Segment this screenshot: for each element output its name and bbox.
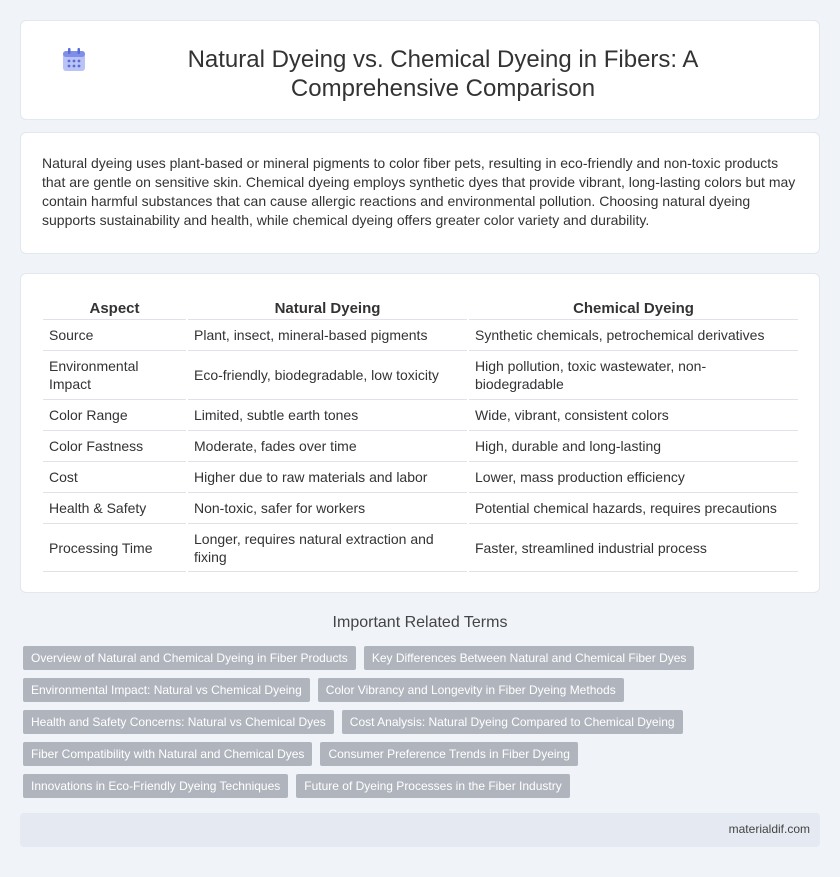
header-chemical-dyeing: Chemical Dyeing: [573, 300, 694, 317]
table-cell: Source: [43, 319, 186, 350]
related-term-link[interactable]: Health and Safety Concerns: Natural vs Chemical Dyes: [23, 710, 334, 734]
tag-row: [23, 678, 813, 702]
table-cell: Processing Time: [43, 523, 186, 572]
table-cell: Wide, vibrant, consistent colors: [469, 399, 798, 430]
tag-row: [23, 710, 813, 734]
related-term-link[interactable]: Key Differences Between Natural and Chemical Fiber Dyes: [364, 646, 695, 670]
table-row: [43, 350, 798, 399]
tag-row: [23, 774, 813, 798]
calendar-icon: [61, 47, 87, 73]
table-row: [43, 319, 798, 350]
table-header-row: [43, 295, 798, 319]
intro-card: [20, 132, 820, 254]
related-term-link[interactable]: Future of Dyeing Processes in the Fiber Industry: [296, 774, 569, 798]
table-row: [43, 430, 798, 461]
table-cell: Health & Safety: [43, 492, 186, 523]
header-natural-dyeing: Natural Dyeing: [274, 300, 381, 317]
table-cell: Synthetic chemicals, petrochemical derivatives: [469, 319, 798, 350]
table-cell: Potential chemical hazards, requires precautions: [469, 492, 798, 523]
footer: [20, 813, 820, 847]
related-term-link[interactable]: Environmental Impact: Natural vs Chemical Dyeing: [23, 678, 310, 702]
header-aspect: Aspect: [89, 300, 140, 317]
table-row: [43, 523, 798, 572]
table-cell: Longer, requires natural extraction and fixing: [188, 523, 467, 572]
footer-site-link[interactable]: materialdif.com: [728, 822, 810, 836]
related-terms-tags: [23, 646, 813, 806]
table-row: [43, 461, 798, 492]
table-cell: Lower, mass production efficiency: [469, 461, 798, 492]
page-title: Natural Dyeing vs. Chemical Dyeing in Fibers: A Comprehensive Comparison: [187, 46, 699, 102]
table-cell: Cost: [43, 461, 186, 492]
table-cell: High pollution, toxic wastewater, non-biodegradable: [469, 350, 798, 399]
table-cell: Eco-friendly, biodegradable, low toxicity: [188, 350, 467, 399]
table-cell: Faster, streamlined industrial process: [469, 523, 798, 572]
table-cell: Limited, subtle earth tones: [188, 399, 467, 430]
table-cell: Plant, insect, mineral-based pigments: [188, 319, 467, 350]
related-term-link[interactable]: Fiber Compatibility with Natural and Chemical Dyes: [23, 742, 312, 766]
table-cell: Environmental Impact: [43, 350, 186, 399]
related-term-link[interactable]: Cost Analysis: Natural Dyeing Compared to Chemical Dyeing: [342, 710, 683, 734]
comparison-table: [41, 295, 800, 572]
header-card: [20, 20, 820, 120]
related-terms-title: Important Related Terms: [332, 614, 508, 631]
related-term-link[interactable]: Consumer Preference Trends in Fiber Dyeing: [320, 742, 577, 766]
related-term-link[interactable]: Color Vibrancy and Longevity in Fiber Dyeing Methods: [318, 678, 624, 702]
table-cell: Color Range: [43, 399, 186, 430]
table-cell: Non-toxic, safer for workers: [188, 492, 467, 523]
tag-row: [23, 646, 813, 670]
tag-row: [23, 742, 813, 766]
comparison-table-card: [20, 273, 820, 593]
related-term-link[interactable]: Overview of Natural and Chemical Dyeing in Fiber Products: [23, 646, 356, 670]
intro-paragraph: Natural dyeing uses plant-based or mineral pigments to color fiber pets, resulting in eco-friendly and non-toxic products that are gentle on sensitive skin. Chemical dyeing employs synthetic dyes that provide vibrant, long-lasting colors but may contain harmful substances that can cause allergic reactions and environmental pollution. Choosing natural dyeing supports sustainability and health, while chemical dyeing offers greater color variety and durability.: [42, 155, 796, 228]
table-row: [43, 492, 798, 523]
related-term-link[interactable]: Innovations in Eco-Friendly Dyeing Techniques: [23, 774, 288, 798]
table-cell: High, durable and long-lasting: [469, 430, 798, 461]
table-cell: Higher due to raw materials and labor: [188, 461, 467, 492]
table-row: [43, 399, 798, 430]
table-cell: Moderate, fades over time: [188, 430, 467, 461]
table-cell: Color Fastness: [43, 430, 186, 461]
